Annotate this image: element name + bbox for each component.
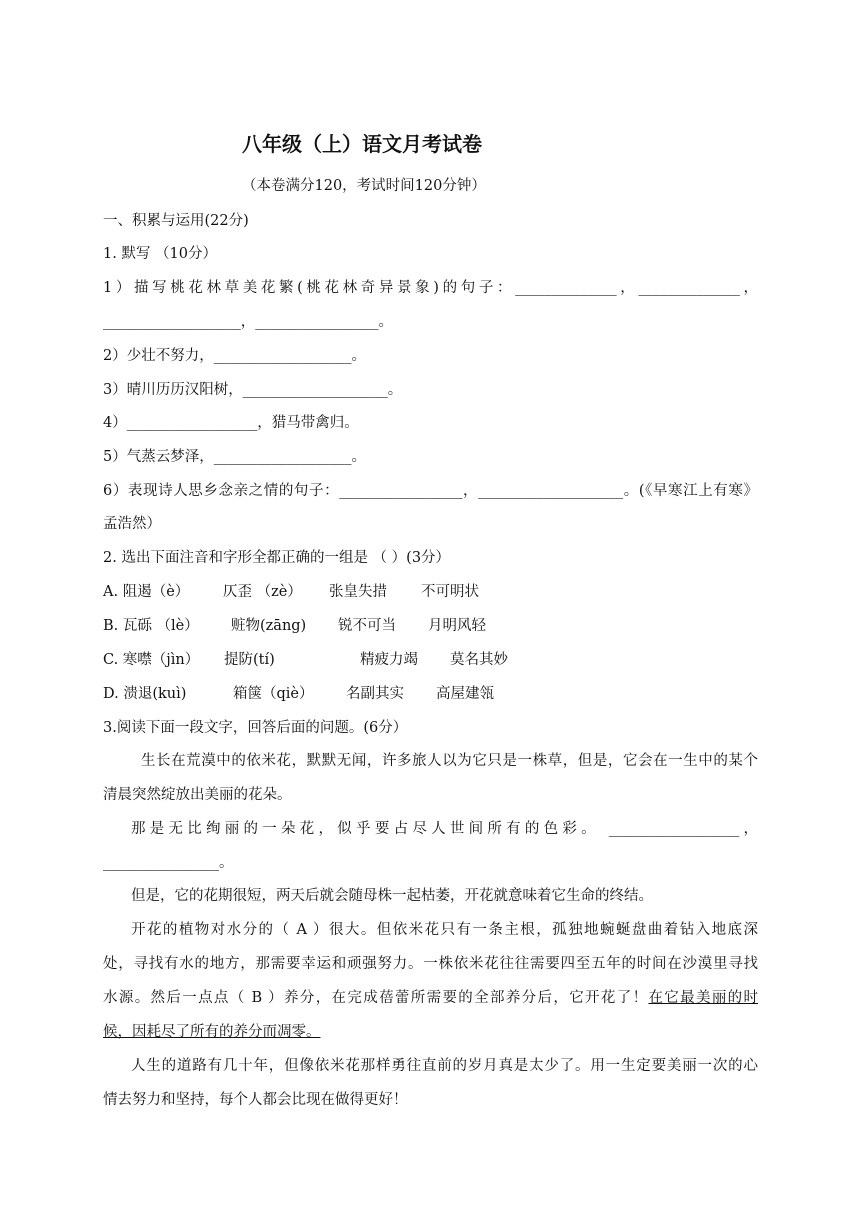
q1-item-1-line-b: ___________________，_________________。 bbox=[103, 314, 393, 330]
question-3-heading: 3.阅读下面一段文字，回答后面的问题。(6分） bbox=[103, 720, 408, 736]
q3-paragraph-4-line-d bbox=[103, 1022, 758, 1042]
q3-paragraph-5-line-a: 人生的道路有几十年，但像依米花那样勇往直前的岁月真是太少了。用一生定要美丽一次的心 bbox=[131, 1058, 758, 1074]
option-a-item-2: 仄歪 （zè） bbox=[223, 584, 302, 600]
q3-paragraph-4-line-a: 开花的植物对水分的（ A ）很大。但依米花只有一条主根，孤独地蜿蜒盘曲着钻入地底深 bbox=[131, 922, 758, 938]
question-1-heading: 1. 默写 （10分） bbox=[103, 246, 218, 262]
q1-item-4: 4）__________________，猎马带禽归。 bbox=[103, 415, 359, 431]
option-d-item-1: D. 溃退(kuì) bbox=[103, 686, 187, 702]
option-a-item-4: 不可明状 bbox=[421, 584, 479, 600]
underlined-sentence-part-2: 候，因耗尽了所有的养分而凋零。 bbox=[103, 1024, 321, 1040]
option-b-item-2: 赃物(zāng) bbox=[231, 618, 307, 634]
option-b-item-4: 月明风轻 bbox=[428, 618, 486, 634]
q3-paragraph-3: 但是，它的花期很短，两天后就会随母株一起枯萎，开花就意味着它生命的终结。 bbox=[131, 888, 653, 904]
q1-item-5: 5）气蒸云梦泽，___________________。 bbox=[103, 449, 366, 465]
q1-item-3: 3）晴川历历汉阳树，____________________。 bbox=[103, 382, 403, 398]
option-c-item-4: 莫名其妙 bbox=[450, 652, 508, 668]
option-d-item-3: 名副其实 bbox=[346, 686, 404, 702]
section-heading: 一、积累与运用(22分) bbox=[103, 213, 249, 229]
option-c-item-1: C. 寒噤（jìn） bbox=[103, 652, 200, 668]
option-b-item-3: 锐不可当 bbox=[338, 618, 396, 634]
q3-paragraph-4-line-b: 处，寻找有水的地方，那需要幸运和顽强努力。一株依米花往往需要四至五年的时间在沙漠里寻找 bbox=[103, 956, 758, 972]
q3-paragraph-1-line-b: 清晨突然绽放出美丽的花朵。 bbox=[103, 787, 292, 803]
q3-paragraph-5-line-b: 情去努力和坚持，每个人都会比现在做得更好！ bbox=[103, 1092, 408, 1108]
q1-item-6-line-b: 孟浩然） bbox=[103, 516, 161, 532]
underlined-sentence-part-1: 在它最美丽的时 bbox=[648, 990, 759, 1006]
q1-item-6-line-a: 6）表现诗人思乡念亲之情的句子：_________________，____________________。(《早寒江上有寒》 bbox=[103, 483, 758, 499]
q3-paragraph-1-line-a: 生长在荒漠中的依米花，默默无闻，许多旅人以为它只是一株草，但是，它会在一生中的某个 bbox=[141, 753, 758, 769]
option-a-item-1: A. 阻遏（è） bbox=[103, 584, 190, 600]
q3-paragraph-4-text: 水源。然后一点点（ B ）养分，在完成蓓蕾所需要的全部养分后，它开花了！ bbox=[103, 990, 649, 1006]
q3-paragraph-2-line-b: ________________。 bbox=[103, 855, 234, 871]
q1-item-2: 2）少壮不努力，___________________。 bbox=[103, 348, 366, 364]
option-c-item-3: 精疲力竭 bbox=[360, 652, 418, 668]
q3-paragraph-4-line-c bbox=[103, 988, 758, 1008]
option-d-item-2: 箱箧（qiè） bbox=[233, 686, 314, 702]
question-2-heading: 2. 选出下面注音和字形全都正确的一组是 （ ）(3分） bbox=[103, 550, 451, 566]
option-c-item-2: 提防(tí) bbox=[224, 652, 275, 668]
q1-item-1-line-a: 1）描写桃花林草美花繁(桃花林奇异景象)的句子：______________，______________， bbox=[103, 280, 758, 296]
option-b-item-1: B. 瓦砾 （lè） bbox=[103, 618, 199, 634]
exam-subtitle: （本卷满分120，考试时间120分钟） bbox=[242, 178, 486, 194]
exam-title: 八年级（上）语文月考试卷 bbox=[242, 132, 482, 156]
q3-paragraph-2-line-a: 那是无比绚丽的一朵花，似乎要占尽人世间所有的色彩。 __________________， bbox=[131, 821, 758, 837]
option-d-item-4: 高屋建瓴 bbox=[436, 686, 494, 702]
option-a-item-3: 张皇失措 bbox=[329, 584, 387, 600]
